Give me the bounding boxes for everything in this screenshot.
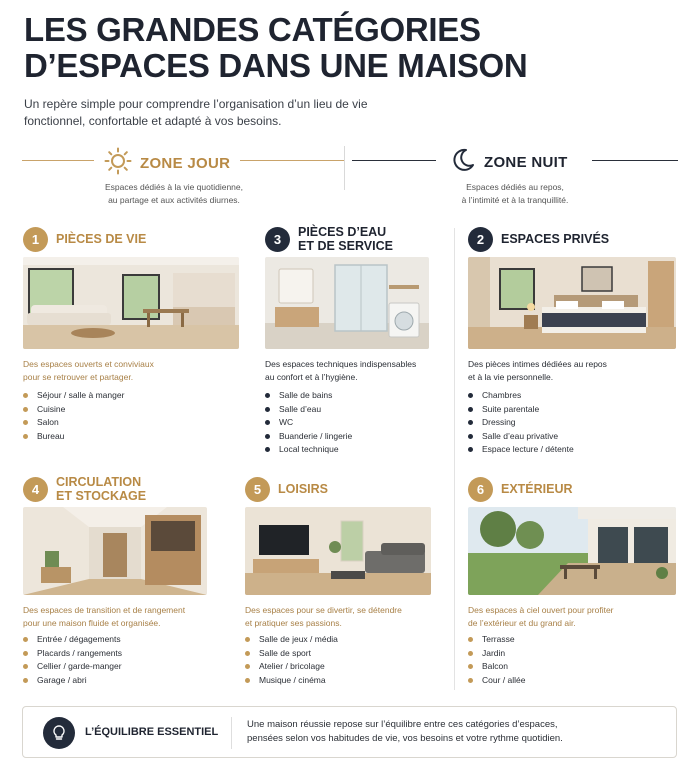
list-item-label: Salle de sport (259, 647, 311, 658)
zone-day-desc-line1: Espaces dédiés à la vie quotidienne, (105, 182, 243, 192)
list-item (23, 674, 122, 688)
list-item-label: Salon (37, 417, 59, 427)
list-item-label: Cuisine (37, 403, 66, 414)
section-header (23, 224, 239, 254)
list-item-label: Jardin (482, 647, 506, 658)
list-item (245, 660, 338, 674)
zone-night-description (430, 181, 600, 207)
section-description (265, 358, 481, 383)
bullet-dot (245, 637, 250, 642)
living-room-photo (23, 257, 239, 349)
bedroom-photo (468, 257, 676, 349)
section-number-badge: 3 (265, 227, 290, 252)
list-item-label: Musique / cinéma (259, 674, 326, 685)
list-item (468, 660, 525, 674)
section-title (298, 225, 393, 253)
section-list (468, 389, 574, 457)
list-item-label: Garage / abri (37, 674, 87, 685)
section-header (23, 474, 207, 504)
section-outdoor (468, 474, 678, 694)
list-item-label: Bureau (37, 430, 65, 441)
page-title (24, 12, 527, 84)
desc-line1: Des espaces ouverts et conviviaux (23, 359, 154, 369)
section-list (23, 389, 124, 443)
garden-terrace-photo (468, 507, 676, 595)
lightbulb-icon (43, 717, 75, 749)
section-header (265, 224, 481, 254)
list-item-label: Entrée / dégagements (37, 634, 121, 644)
list-item (23, 430, 124, 444)
desc-line2: au confort et à l’hygiène. (265, 371, 358, 382)
list-item-label: WC (279, 417, 294, 427)
section-title-line1: PIÈCES D’EAU (298, 225, 387, 239)
desc-line2: pour une maison fluide et organisée. (23, 617, 161, 628)
zone-day-title: ZONE JOUR (140, 155, 231, 172)
list-item-label: Local technique (279, 444, 339, 454)
footer-title: L’ÉQUILIBRE ESSENTIEL (85, 726, 219, 738)
footer-text (247, 718, 667, 746)
desc-line2: pour se retrouver et partager. (23, 371, 134, 382)
list-item-label: Cellier / garde-manger (37, 661, 122, 671)
list-item-label: Suite parentale (482, 403, 540, 414)
bullet-dot (245, 651, 250, 656)
section-description (245, 604, 431, 629)
section-title-line2: ET STOCKAGE (56, 489, 147, 503)
bathroom-laundry-photo (265, 257, 429, 349)
desc-line1: Des espaces pour se divertir, se détendre (245, 605, 402, 615)
bullet-dot (265, 393, 270, 398)
list-item (468, 416, 574, 430)
list-item (23, 403, 124, 417)
page-title-line1: LES GRANDES CATÉGORIES (24, 11, 481, 48)
desc-line1: Des espaces de transition et de rangement (23, 605, 186, 615)
section-list (23, 633, 122, 687)
list-item (245, 633, 338, 647)
list-item-label: Cour / allée (482, 674, 526, 685)
essential-balance-box (22, 706, 677, 758)
bullet-dot (23, 678, 28, 683)
list-item (468, 647, 525, 661)
zone-night-rule-left (352, 160, 436, 161)
bullet-dot (468, 407, 473, 412)
bullet-dot (245, 664, 250, 669)
bullet-dot (265, 447, 270, 452)
section-title: EXTÉRIEUR (501, 482, 573, 496)
desc-line2: et à la vie personnelle. (468, 371, 554, 382)
list-item-label: Balcon (482, 661, 508, 671)
bullet-dot (23, 637, 28, 642)
zone-divider (344, 146, 345, 190)
section-water-service-rooms (265, 224, 481, 460)
zone-day-description (84, 181, 264, 207)
section-header (468, 224, 678, 254)
bullet-dot (265, 434, 270, 439)
zone-day-desc-line2: au partage et aux activités diurnes. (108, 195, 240, 205)
bullet-dot (23, 651, 28, 656)
list-item-label: Séjour / salle à manger (37, 390, 125, 400)
hallway-storage-photo (23, 507, 207, 595)
section-description (23, 604, 207, 629)
list-item-label: Placards / rangements (37, 647, 123, 658)
section-description (468, 358, 684, 383)
list-item (23, 660, 122, 674)
zone-day-header (104, 147, 230, 180)
section-private-spaces (468, 224, 678, 460)
bullet-dot (23, 420, 28, 425)
section-header (468, 474, 678, 504)
section-title: ESPACES PRIVÉS (501, 232, 610, 246)
list-item-label: Chambres (482, 390, 522, 400)
section-list (245, 633, 338, 687)
list-item (468, 633, 525, 647)
list-item-label: Terrasse (482, 634, 515, 644)
bullet-dot (468, 434, 473, 439)
zone-day-rule-left (22, 160, 94, 161)
bullet-dot (468, 447, 473, 452)
list-item (265, 403, 352, 417)
list-item (265, 443, 352, 457)
subtitle-line2: fonctionnel, confortable et adapté à vos besoins. (24, 114, 282, 128)
desc-line2: et pratiquer ses passions. (245, 617, 342, 628)
list-item (265, 389, 352, 403)
leisure-room-photo (245, 507, 431, 595)
list-item (23, 633, 122, 647)
section-title (56, 475, 146, 503)
page-subtitle (24, 96, 444, 130)
section-description (468, 604, 684, 629)
zone-night-rule-right (592, 160, 678, 161)
list-item (245, 647, 338, 661)
section-number-badge: 1 (23, 227, 48, 252)
list-item (468, 430, 574, 444)
sun-icon (104, 147, 132, 180)
moon-icon (450, 147, 476, 178)
footer-line2: pensées selon vos habitudes de vie, vos besoins et votre rythme quotidien. (247, 733, 563, 744)
bullet-dot (265, 420, 270, 425)
section-circulation-storage (23, 474, 207, 694)
section-title: PIÈCES DE VIE (56, 232, 147, 246)
subtitle-line1: Un repère simple pour comprendre l’organisation d’un lieu de vie (24, 97, 368, 111)
list-item-label: Salle de jeux / média (259, 634, 338, 644)
bullet-dot (23, 664, 28, 669)
bullet-dot (468, 651, 473, 656)
list-item (23, 389, 124, 403)
bullet-dot (245, 678, 250, 683)
bullet-dot (468, 664, 473, 669)
zone-night-desc-line1: Espaces dédiés au repos, (466, 182, 564, 192)
section-number-badge: 5 (245, 477, 270, 502)
desc-line1: Des espaces à ciel ouvert pour profiter (468, 605, 614, 615)
list-item-label: Salle d’eau (279, 403, 322, 414)
desc-line2: de l’extérieur et du grand air. (468, 617, 576, 628)
section-number-badge: 2 (468, 227, 493, 252)
list-item-label: Salle de bains (279, 390, 333, 400)
list-item (468, 674, 525, 688)
footer-divider (231, 717, 232, 749)
section-description (23, 358, 239, 383)
section-title-line1: CIRCULATION (56, 475, 142, 489)
bullet-dot (468, 637, 473, 642)
list-item-label: Atelier / bricolage (259, 661, 325, 671)
desc-line1: Des pièces intimes dédiées au repos (468, 359, 607, 369)
list-item-label: Buanderie / lingerie (279, 430, 353, 441)
list-item-label: Salle d’eau privative (482, 430, 559, 441)
list-item (265, 416, 352, 430)
section-leisure (245, 474, 431, 694)
zone-night-desc-line2: à l’intimité et à la tranquillité. (461, 195, 569, 205)
section-living-spaces (23, 224, 239, 444)
bullet-dot (468, 393, 473, 398)
bullet-dot (23, 393, 28, 398)
section-number-badge: 6 (468, 477, 493, 502)
bullet-dot (265, 407, 270, 412)
zone-day-rule-right (240, 160, 344, 161)
bullet-dot (468, 420, 473, 425)
list-item (468, 389, 574, 403)
list-item (265, 430, 352, 444)
bullet-dot (468, 678, 473, 683)
list-item (23, 416, 124, 430)
desc-line1: Des espaces techniques indispensables (265, 359, 417, 369)
page-title-line2: D’ESPACES DANS UNE MAISON (24, 47, 528, 84)
list-item (245, 674, 338, 688)
list-item (23, 647, 122, 661)
section-header (245, 474, 431, 504)
list-item (468, 443, 574, 457)
bullet-dot (23, 407, 28, 412)
section-title-line2: ET DE SERVICE (298, 239, 393, 253)
zone-night-header (450, 147, 568, 178)
section-list (265, 389, 352, 457)
section-number-badge: 4 (23, 477, 48, 502)
section-list (468, 633, 525, 687)
section-title: LOISIRS (278, 482, 329, 496)
zone-night-title: ZONE NUIT (484, 154, 568, 171)
list-item-label: Dressing (482, 417, 516, 427)
list-item (468, 403, 574, 417)
bullet-dot (23, 434, 28, 439)
list-item-label: Espace lecture / détente (482, 444, 574, 454)
footer-line1: Une maison réussie repose sur l’équilibre entre ces catégories d’espaces, (247, 719, 558, 730)
